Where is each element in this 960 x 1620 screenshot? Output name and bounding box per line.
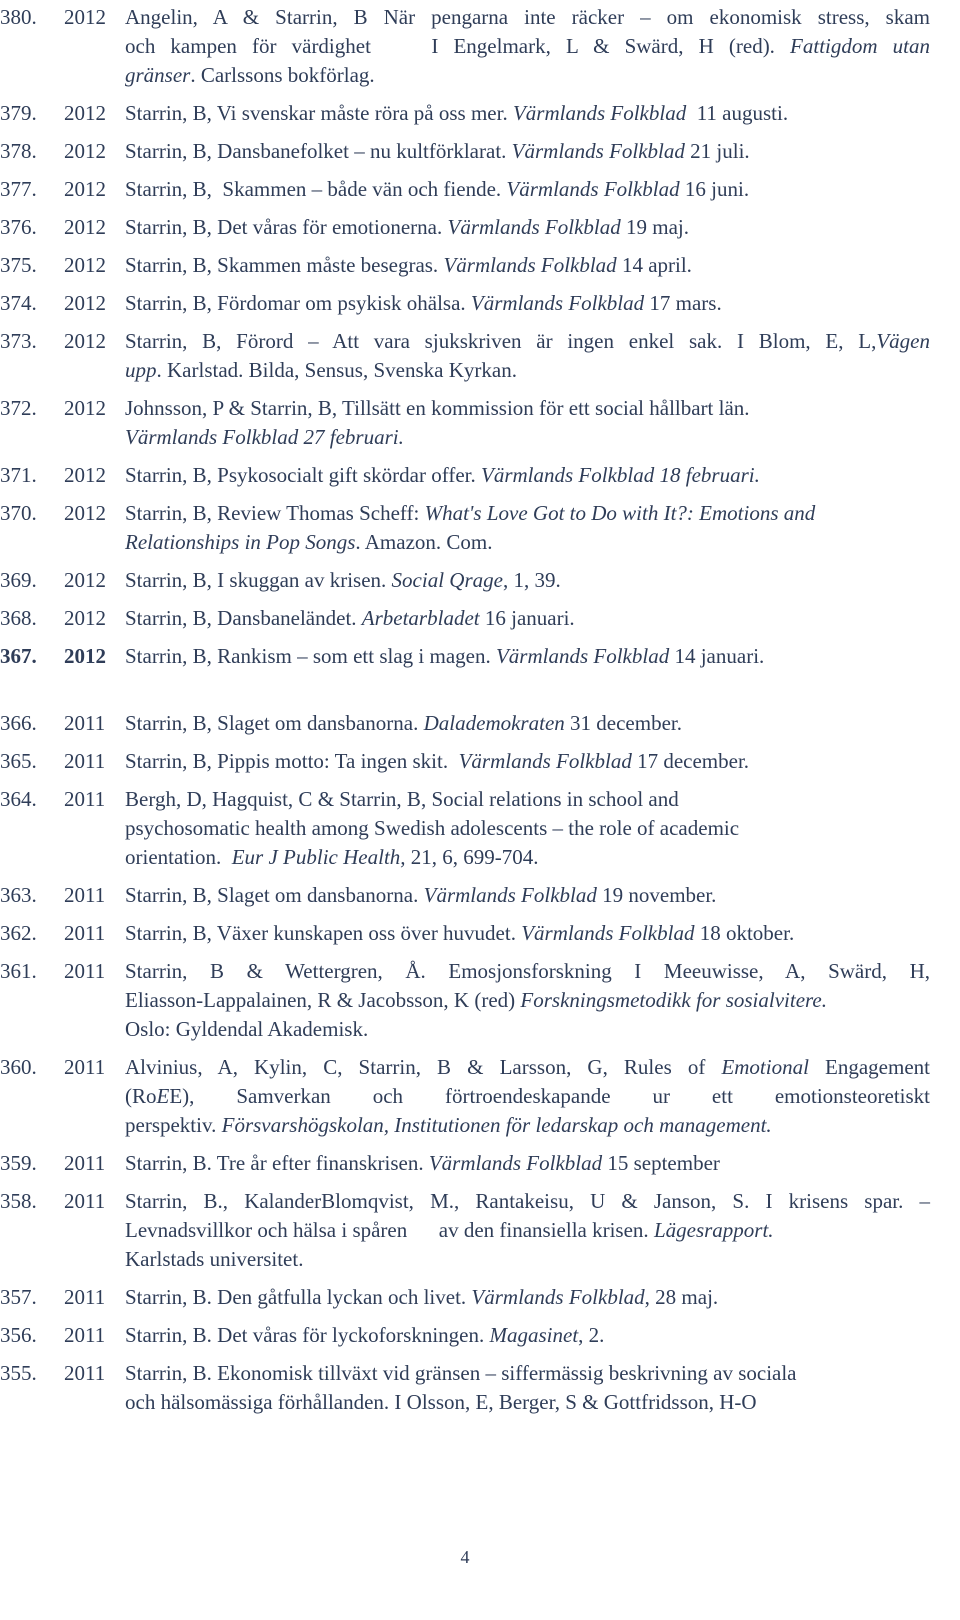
entry-text: Starrin, B. Den gåtfulla lyckan och livet.	[125, 1285, 472, 1309]
entry-line	[125, 1216, 930, 1245]
entry-line	[125, 986, 930, 1015]
italic-title: Värmlands Folkblad	[470, 291, 645, 315]
reference-entry	[0, 1149, 930, 1178]
reference-entry	[0, 957, 930, 1044]
page-number: 4	[460, 1547, 470, 1567]
entry-line	[125, 1111, 930, 1140]
entry-text: Starrin, B., KalanderBlomqvist, M., Rantakeisu, U & Janson, S. I krisens spar. –	[125, 1189, 930, 1213]
entry-line	[125, 137, 930, 166]
entry-year: 2012	[64, 568, 106, 592]
entry-text: Starrin, B, Slaget om dansbanorna.	[125, 883, 424, 907]
entry-text: Starrin, B. Tre år efter finanskrisen.	[125, 1151, 429, 1175]
entry-year: 2011	[64, 749, 106, 773]
entry-text: Starrin, B, Vi svenskar måste röra på oss mer.	[125, 101, 513, 125]
italic-title: Relationships in Pop Songs	[125, 530, 356, 554]
entry-text: Starrin, B, Review Thomas Scheff:	[125, 501, 425, 525]
entry-text: . Karlstad. Bilda, Sensus, Svenska Kyrkan.	[156, 358, 517, 382]
entry-year: 2012	[64, 101, 106, 125]
italic-title: Fattigdom utan	[790, 34, 930, 58]
entry-year: 2012	[64, 501, 106, 525]
entry-text: Starrin, B, Dansbanefolket – nu kultförklarat.	[125, 139, 512, 163]
italic-title: Värmlands Folkblad	[443, 253, 617, 277]
italic-title: Social Qrage	[391, 568, 503, 592]
entry-text: , 2.	[578, 1323, 605, 1347]
entry-number: 355.	[0, 1361, 37, 1385]
entry-text: Alvinius, A, Kylin, C, Starrin, B & Larsson, G, Rules of	[125, 1055, 722, 1079]
entry-year: 2012	[64, 463, 106, 487]
entry-text: . Carlssons bokförlag.	[190, 63, 375, 87]
entry-text: Starrin, B. Ekonomisk tillväxt vid gränsen – siffermässig beskrivning av sociala	[125, 1361, 797, 1385]
italic-title: Värmlands Folkblad	[458, 749, 632, 773]
entry-text: Starrin, B, Dansbaneländet.	[125, 606, 362, 630]
entry-text: Starrin, B, Pippis motto: Ta ingen skit.	[125, 749, 459, 773]
italic-title: Försvarshögskolan, Institutionen för ledarskap och management.	[221, 1113, 772, 1137]
entry-number: 358.	[0, 1189, 37, 1213]
entry-year: 2012	[64, 644, 106, 668]
entry-line	[125, 1149, 930, 1178]
italic-title: Värmlands Folkblad	[423, 883, 597, 907]
italic-title: Värmlands Folkblad 27 februari.	[125, 425, 404, 449]
entry-text: 21 juli.	[684, 139, 750, 163]
entry-text: (Ro	[125, 1084, 157, 1108]
reference-entry	[0, 499, 930, 557]
italic-title: Lägesrapport.	[653, 1218, 774, 1242]
reference-entry	[0, 1321, 930, 1350]
entry-year: 2011	[64, 883, 106, 907]
reference-entry	[0, 1359, 930, 1417]
entry-number: 365.	[0, 749, 37, 773]
entry-line	[125, 213, 930, 242]
entry-year: 2012	[64, 606, 106, 630]
reference-entry	[0, 213, 930, 242]
entry-line	[125, 99, 930, 128]
entry-line	[125, 356, 930, 385]
entry-text: , 28 maj.	[644, 1285, 719, 1309]
entry-line	[125, 1187, 930, 1216]
entry-year: 2011	[64, 1361, 106, 1385]
entry-text: 14 januari.	[669, 644, 765, 668]
entry-number: 361.	[0, 959, 37, 983]
italic-title: Värmlands Folkblad	[506, 177, 680, 201]
entry-text: 16 januari.	[479, 606, 575, 630]
entry-line	[125, 1015, 930, 1044]
entry-line	[125, 327, 930, 356]
entry-line	[125, 1388, 930, 1417]
reference-entry	[0, 394, 930, 452]
italic-title: gränser	[125, 63, 191, 87]
italic-title: Forskningsmetodikk for sosialvitere.	[520, 988, 827, 1012]
entry-line	[125, 61, 930, 90]
reference-entry	[0, 1283, 930, 1312]
entry-line	[125, 1359, 930, 1388]
reference-entry	[0, 747, 930, 776]
entry-year: 2011	[64, 921, 106, 945]
entry-text: Angelin, A & Starrin, B När pengarna inte räcker – om ekonomisk stress, skam	[125, 5, 930, 29]
entry-text: Starrin, B, Förord – Att vara sjukskriven är ingen enkel sak. I Blom, E, L,	[125, 329, 877, 353]
entry-line	[125, 3, 930, 32]
entry-line	[125, 1283, 930, 1312]
entry-text: Starrin, B, Det våras för emotionerna.	[125, 215, 448, 239]
entry-number: 373.	[0, 329, 37, 353]
entry-text: 19 maj.	[620, 215, 689, 239]
italic-title: Värmlands Folkblad	[495, 644, 670, 668]
italic-title: Värmlands Folkblad	[521, 921, 695, 945]
reference-entry	[0, 327, 930, 385]
entry-text: Eliasson-Lappalainen, R & Jacobsson, K (red)	[125, 988, 521, 1012]
entry-number: 367.	[0, 644, 37, 668]
entry-text: Levnadsvillkor och hälsa i spåren av den finansiella krisen.	[125, 1218, 654, 1242]
reference-entry	[0, 919, 930, 948]
entry-text: orientation.	[125, 845, 232, 869]
entry-number: 363.	[0, 883, 37, 907]
entry-line	[125, 394, 930, 423]
reference-entry	[0, 881, 930, 910]
entry-year: 2011	[64, 787, 106, 811]
entry-number: 372.	[0, 396, 37, 420]
entry-text: Starrin, B, Psykosocialt gift skördar offer.	[125, 463, 481, 487]
reference-entry	[0, 251, 930, 280]
reference-entry	[0, 289, 930, 318]
entry-number: 369.	[0, 568, 37, 592]
entry-text: 16 juni.	[679, 177, 750, 201]
entry-text: perspektiv.	[125, 1113, 222, 1137]
italic-title: E	[156, 1084, 170, 1108]
entry-text: och hälsomässiga förhållanden. I Olsson, E, Berger, S & Gottfridsson, H-O	[125, 1390, 757, 1414]
reference-entry	[0, 3, 930, 90]
entry-text: 15 september	[602, 1151, 720, 1175]
entry-text: 19 november.	[596, 883, 717, 907]
entry-text: 17 december.	[631, 749, 750, 773]
entry-text: . Amazon. Com.	[355, 530, 493, 554]
entry-text: , 1, 39.	[502, 568, 561, 592]
entry-number: 375.	[0, 253, 37, 277]
reference-entry	[0, 461, 930, 490]
reference-entry	[0, 99, 930, 128]
reference-entry	[0, 175, 930, 204]
entry-year: 2011	[64, 959, 106, 983]
entry-number: 368.	[0, 606, 37, 630]
entry-text: Johnsson, P & Starrin, B, Tillsätt en kommission för ett social hållbart län.	[125, 396, 750, 420]
entry-text: psychosomatic health among Swedish adolescents – the role of academic	[125, 816, 740, 840]
italic-title: Magasinet	[489, 1323, 579, 1347]
italic-title: Dalademokraten	[423, 711, 565, 735]
entry-line	[125, 919, 930, 948]
entry-line	[125, 785, 930, 814]
entry-text: E), Samverkan och förtroendeskapande ur ett emotionsteoretiskt	[169, 1084, 930, 1108]
reference-entry	[0, 642, 930, 671]
entry-line	[125, 881, 930, 910]
entry-number: 374.	[0, 291, 37, 315]
entry-line	[125, 175, 930, 204]
entry-number: 360.	[0, 1055, 37, 1079]
reference-entry	[0, 709, 930, 738]
entry-year: 2012	[64, 177, 106, 201]
entry-year: 2012	[64, 139, 106, 163]
reference-entry	[0, 566, 930, 595]
entry-text: Starrin, B, Fördomar om psykisk ohälsa.	[125, 291, 471, 315]
italic-title: Värmlands Folkblad	[512, 101, 687, 125]
entry-text: Oslo: Gyldendal Akademisk.	[125, 1017, 369, 1041]
italic-title: Emotional	[721, 1055, 809, 1079]
entry-year: 2011	[64, 1285, 106, 1309]
italic-title: Värmlands Folkblad 18 februari.	[481, 463, 760, 487]
entry-number: 359.	[0, 1151, 37, 1175]
entry-text: och kampen för värdighet I Engelmark, L & Swärd, H (red).	[125, 34, 791, 58]
entry-text: 31 december.	[564, 711, 682, 735]
entry-text: Starrin, B & Wettergren, Å. Emosjonsforskning I Meeuwisse, A, Swärd, H,	[125, 959, 930, 983]
reference-entry	[0, 137, 930, 166]
italic-title: upp	[125, 358, 157, 382]
entry-text: Starrin, B, Slaget om dansbanorna.	[125, 711, 424, 735]
entry-text: 11 augusti.	[686, 101, 789, 125]
entry-number: 362.	[0, 921, 37, 945]
entry-text: Karlstads universitet.	[125, 1247, 304, 1271]
italic-title: Värmlands Folkblad	[511, 139, 685, 163]
entry-text: Bergh, D, Hagquist, C & Starrin, B, Social relations in school and	[125, 787, 679, 811]
entry-number: 376.	[0, 215, 37, 239]
entry-text: 14 april.	[616, 253, 692, 277]
entry-text: 18 oktober.	[694, 921, 795, 945]
entry-number: 356.	[0, 1323, 37, 1347]
entry-number: 380.	[0, 5, 37, 29]
entry-number: 378.	[0, 139, 37, 163]
entry-number: 357.	[0, 1285, 37, 1309]
entry-text: Starrin, B, Skammen – både vän och fiende.	[125, 177, 507, 201]
entry-line	[125, 957, 930, 986]
italic-title: Vägen	[876, 329, 930, 353]
entry-line	[125, 289, 930, 318]
entry-number: 366.	[0, 711, 37, 735]
entry-year: 2012	[64, 253, 106, 277]
entry-text: Starrin, B. Det våras för lyckoforskningen.	[125, 1323, 490, 1347]
reference-entry	[0, 785, 930, 872]
entry-text: 17 mars.	[644, 291, 722, 315]
entry-year: 2012	[64, 5, 106, 29]
entry-line	[125, 251, 930, 280]
entry-line	[125, 747, 930, 776]
entry-year: 2011	[64, 711, 106, 735]
entry-year: 2011	[64, 1323, 106, 1347]
reference-entry	[0, 1187, 930, 1274]
italic-title: Värmlands Folkblad	[447, 215, 621, 239]
entry-line	[125, 528, 930, 557]
entry-line	[125, 499, 930, 528]
entry-line	[125, 1082, 930, 1111]
entry-year: 2012	[64, 215, 106, 239]
entry-year: 2012	[64, 291, 106, 315]
entry-year: 2011	[64, 1055, 106, 1079]
italic-title: Eur J Public Health,	[231, 845, 406, 869]
entry-year: 2011	[64, 1189, 106, 1213]
entry-year: 2012	[64, 329, 106, 353]
entry-line	[125, 814, 930, 843]
italic-title: Värmlands Folkblad	[428, 1151, 603, 1175]
italic-title: Värmlands Folkblad	[471, 1285, 645, 1309]
reference-entry	[0, 1053, 930, 1140]
entry-line	[125, 423, 930, 452]
entry-text: Starrin, B, Växer kunskapen oss över huvudet.	[125, 921, 522, 945]
entry-number: 377.	[0, 177, 37, 201]
reference-entry	[0, 604, 930, 633]
entry-number: 364.	[0, 787, 37, 811]
entry-text: 21, 6, 699-704.	[405, 845, 539, 869]
entry-line	[125, 604, 930, 633]
entry-text: Starrin, B, Skammen måste besegras.	[125, 253, 444, 277]
entry-line	[125, 709, 930, 738]
entry-line	[125, 1321, 930, 1350]
entry-year: 2012	[64, 396, 106, 420]
entry-text: Engagement	[808, 1055, 930, 1079]
entry-line	[125, 1245, 930, 1274]
entry-year: 2011	[64, 1151, 106, 1175]
entry-line	[125, 1053, 930, 1082]
entry-number: 371.	[0, 463, 37, 487]
entry-text: Starrin, B, I skuggan av krisen.	[125, 568, 392, 592]
reference-list	[0, 3, 930, 1426]
italic-title: What's Love Got to Do with It?: Emotions and	[424, 501, 816, 525]
entry-number: 379.	[0, 101, 37, 125]
entry-line	[125, 461, 930, 490]
entry-line	[125, 566, 930, 595]
entry-line	[125, 32, 930, 61]
entry-line	[125, 843, 930, 872]
entry-line	[125, 642, 930, 671]
italic-title: Arbetarbladet	[361, 606, 480, 630]
entry-text: Starrin, B, Rankism – som ett slag i magen.	[125, 644, 496, 668]
entry-number: 370.	[0, 501, 37, 525]
